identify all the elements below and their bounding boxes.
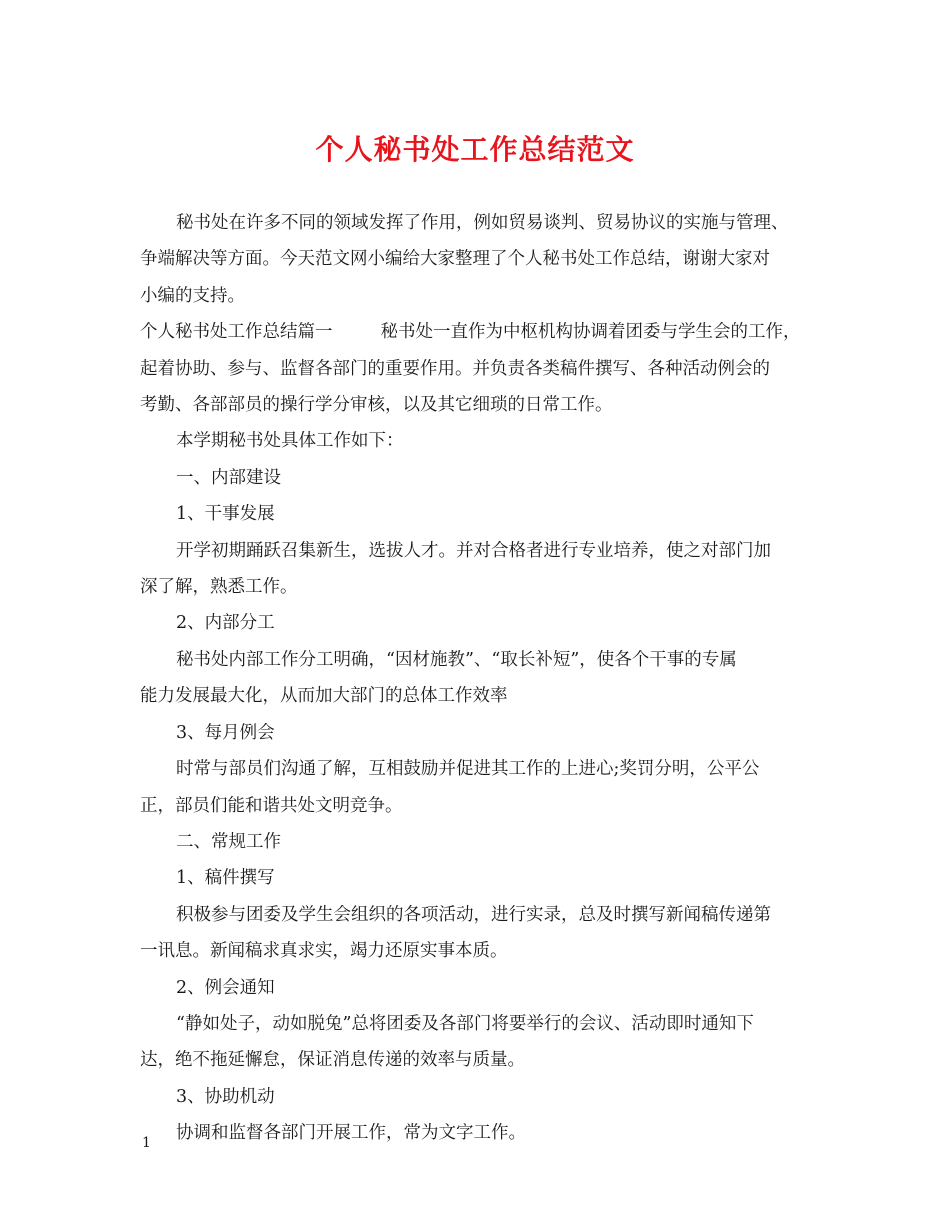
item-text-line: 时常与部员们沟通了解，互相鼓励并促进其工作的上进心;奖罚分明，公平公 — [176, 759, 760, 780]
page-number: 1 — [142, 1135, 151, 1151]
intro-line: 小编的支持。 — [140, 285, 245, 306]
intro-line: 争端解决等方面。今天范文网小编给大家整理了个人秘书处工作总结，谢谢大家对 — [140, 249, 770, 270]
item-heading: 2、内部分工 — [176, 613, 275, 634]
item-heading: 1、稿件撰写 — [176, 868, 275, 889]
part1-heading: 个人秘书处工作总结篇一 — [140, 322, 333, 343]
item-text-line: 达，绝不拖延懈怠，保证消息传递的效率与质量。 — [140, 1050, 525, 1071]
document-title: 个人秘书处工作总结范文 — [315, 133, 635, 166]
part1-line: 秘书处一直作为中枢机构协调着团委与学生会的工作， — [380, 322, 801, 343]
item-heading: 1、干事发展 — [176, 504, 275, 525]
item-text-line: 深了解，熟悉工作。 — [140, 577, 298, 598]
part1-line: 起着协助、参与、监督各部门的重要作用。并负责各类稿件撰写、各种活动例会的 — [140, 358, 770, 379]
item-text-line: 开学初期踊跃召集新生，选拔人才。并对合格者进行专业培养，使之对部门加 — [176, 540, 771, 561]
section-heading: 一、内部建设 — [176, 467, 281, 488]
item-text-line: 积极参与团委及学生会组织的各项活动，进行实录，总及时撰写新闻稿传递第 — [176, 904, 771, 925]
item-text-line: 秘书处内部工作分工明确，“因材施教”、“取长补短”，使各个干事的专属 — [176, 649, 737, 670]
item-heading: 2、例会通知 — [176, 977, 275, 998]
part1-line: 考勤、各部部员的操行学分审核，以及其它细琐的日常工作。 — [140, 395, 613, 416]
item-text-line: 正，部员们能和谐共处文明竞争。 — [140, 795, 403, 816]
term-intro: 本学期秘书处具体工作如下： — [176, 431, 404, 452]
intro-line: 秘书处在许多不同的领域发挥了作用，例如贸易谈判、贸易协议的实施与管理、 — [176, 213, 789, 233]
item-text-line: 一讯息。新闻稿求真求实，竭力还原实事本质。 — [140, 941, 508, 962]
item-heading: 3、协助机动 — [176, 1086, 275, 1107]
item-text-line: 能力发展最大化，从而加大部门的总体工作效率 — [140, 686, 508, 707]
document-body — [140, 205, 840, 1152]
item-heading: 3、每月例会 — [176, 722, 275, 743]
item-text-line: 协调和监督各部门开展工作，常为文字工作。 — [176, 1123, 526, 1144]
item-text-line: “静如处子，动如脱兔”总将团委及各部门将要举行的会议、活动即时通知下 — [176, 1013, 754, 1034]
section-heading: 二、常规工作 — [176, 831, 281, 852]
part1-first-line — [140, 314, 840, 350]
